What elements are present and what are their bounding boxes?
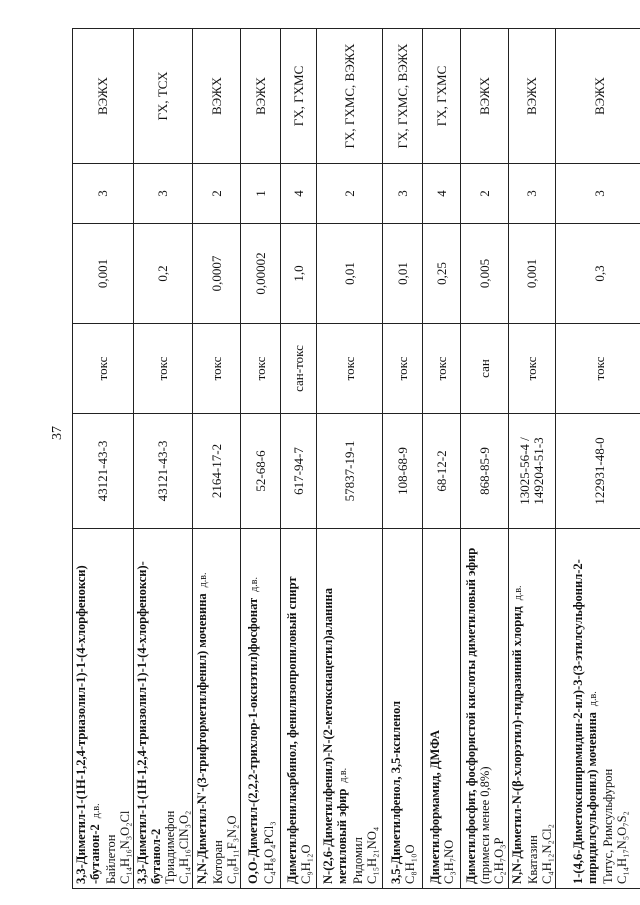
trade-name: Титус, Римсульфурон <box>600 768 615 884</box>
table-row <box>461 29 509 889</box>
analysis-method-cell: ГХ, ГХМС <box>423 29 461 164</box>
table-row <box>556 29 640 889</box>
hazard-indicator-cell: токс <box>134 324 193 414</box>
substance-name: 3,3-Диметил-1-(1Н-1,2,4-триазолил-1)-1-(4-хлорфенокси) -бутанон-2 <box>74 565 102 884</box>
hazard-class-cell: 2 <box>317 164 383 224</box>
trade-name: Триадимефон <box>163 810 177 884</box>
table-row <box>383 29 423 889</box>
substance-cell <box>281 529 317 889</box>
hazard-class-cell: 3 <box>556 164 640 224</box>
substance-name: 3,5-Диметилфенол, 3,5-ксиленол <box>388 700 403 884</box>
limit-value-cell: 0,001 <box>73 224 134 324</box>
analysis-method-cell: ВЭЖХ <box>461 29 509 164</box>
hazard-class-cell: 4 <box>423 164 461 224</box>
limit-value-cell: 0,0007 <box>193 224 241 324</box>
substance-name: N,N-Диметил-N-(β-хлорэтил)-гидразиний хлорид <box>510 606 524 884</box>
hazard-class-cell: 3 <box>134 164 193 224</box>
table-row <box>73 29 134 889</box>
hazard-indicator-cell: токс <box>383 324 423 414</box>
limit-value-cell: 0,01 <box>383 224 423 324</box>
analysis-method-cell: ВЭЖХ <box>73 29 134 164</box>
substances-table <box>72 28 640 889</box>
active-substance-mark: д.в. <box>197 572 209 588</box>
table-row <box>281 29 317 889</box>
table-row <box>241 29 281 889</box>
hazard-class-cell: 2 <box>461 164 509 224</box>
table-row <box>134 29 193 889</box>
substance-name: 3,3-Диметил-1-(1Н-1,2,4-триазолил-1)-1-(4-хлорфенокси)-бутанол-2 <box>135 561 163 884</box>
cas-number-cell: 868-85-9 <box>461 414 509 529</box>
chemical-formula: C₁₄H₁₇N₅O₇S₂ <box>614 811 629 884</box>
cas-number-cell: 57837-19-1 <box>317 414 383 529</box>
substance-name: O,O-Диметил-(2,2,2-трихлор-1-оксиэтил)фосфонат <box>245 597 260 884</box>
table-body <box>73 29 640 889</box>
limit-value-cell: 0,00002 <box>241 224 281 324</box>
limit-value-cell: 0,2 <box>134 224 193 324</box>
cas-number-cell: 43121-43-3 <box>134 414 193 529</box>
substance-cell <box>317 529 383 889</box>
cas-number-cell: 52-68-6 <box>241 414 281 529</box>
substance-cell <box>383 529 423 889</box>
trade-name: (примеси менее 0,8%) <box>477 766 492 884</box>
substance-cell <box>134 529 193 889</box>
table-row <box>193 29 241 889</box>
active-substance-mark: д.в. <box>587 691 599 707</box>
substance-name: Диметилфенилкарбинол, фенилизопропиловый спирт <box>284 576 299 884</box>
substance-name: N,N-Диметил-N'-(3-трифторметилфенил) мочевина <box>194 593 209 884</box>
limit-value-cell: 0,005 <box>461 224 509 324</box>
chemical-formula: C₉H₁₂O <box>298 844 313 884</box>
cas-number-cell: 108-68-9 <box>383 414 423 529</box>
substance-cell <box>423 529 461 889</box>
analysis-method-cell: ВЭЖХ <box>556 29 640 164</box>
analysis-method-cell: ГХ, ГХМС, ВЭЖХ <box>317 29 383 164</box>
cas-number-cell: 617-94-7 <box>281 414 317 529</box>
trade-name: Ридомил <box>350 837 365 884</box>
hazard-indicator-cell: токс <box>317 324 383 414</box>
substance-cell <box>73 529 134 889</box>
substance-name: 1-(4,6-Диметоксипиримидин-2-ил)-3-(3-этилсульфонил-2-пиридилсульфонил) мочевина <box>570 559 599 884</box>
page-number: 37 <box>50 426 65 440</box>
analysis-method-cell: ГХ, ТСХ <box>134 29 193 164</box>
analysis-method-cell: ГХ, ГХМС <box>281 29 317 164</box>
chemical-formula: C₃H₇NO <box>441 839 456 884</box>
active-substance-mark: д.в. <box>337 767 349 783</box>
hazard-indicator-cell: токс <box>509 324 556 414</box>
trade-name: Кватазин <box>526 835 540 884</box>
table-row <box>509 29 556 889</box>
active-substance-mark: д.в. <box>513 585 524 601</box>
limit-value-cell: 1,0 <box>281 224 317 324</box>
hazard-class-cell: 1 <box>241 164 281 224</box>
limit-value-cell: 0,01 <box>317 224 383 324</box>
substance-name: Диметилфосфит, фосфористой кислоты диметиловый эфир <box>463 547 478 884</box>
trade-name: Которан <box>210 840 225 884</box>
substance-cell <box>509 529 556 889</box>
hazard-class-cell: 3 <box>383 164 423 224</box>
analysis-method-cell: ВЭЖХ <box>509 29 556 164</box>
hazard-indicator-cell: токс <box>241 324 281 414</box>
hazard-class-cell: 2 <box>193 164 241 224</box>
limit-value-cell: 0,25 <box>423 224 461 324</box>
hazard-indicator-cell: сан <box>461 324 509 414</box>
hazard-indicator-cell: токс <box>423 324 461 414</box>
table-row <box>423 29 461 889</box>
hazard-class-cell: 4 <box>281 164 317 224</box>
cas-number-cell: 43121-43-3 <box>73 414 134 529</box>
active-substance-mark: д.в. <box>91 803 102 819</box>
chemical-formula: C₁₀H₁₁F₃N₂O <box>224 815 239 884</box>
substance-cell <box>461 529 509 889</box>
cas-number-cell: 122931-48-0 <box>556 414 640 529</box>
hazard-indicator-cell: токс <box>73 324 134 414</box>
trade-name: Байлетон <box>104 834 118 884</box>
chemical-formula: C₄H₈O₄PCl₃ <box>261 821 276 884</box>
analysis-method-cell: ВЭЖХ <box>241 29 281 164</box>
table-row <box>317 29 383 889</box>
limit-value-cell: 0,3 <box>556 224 640 324</box>
chemical-formula: C₁₅H₂₁NO₄ <box>364 826 379 884</box>
cas-number-cell: 68-12-2 <box>423 414 461 529</box>
chemical-formula: C₄H₁₂N₂Cl₂ <box>540 824 554 884</box>
limit-value-cell: 0,001 <box>509 224 556 324</box>
rotated-table-container <box>72 29 629 889</box>
cas-number-cell: 2164-17-2 <box>193 414 241 529</box>
cas-number-cell: 13025-56-4 / 149204-51-3 <box>509 414 556 529</box>
substance-cell <box>556 529 640 889</box>
active-substance-mark: д.в. <box>248 576 260 592</box>
hazard-class-cell: 3 <box>509 164 556 224</box>
substance-cell <box>193 529 241 889</box>
chemical-formula: C₂H₇O₃P <box>491 837 506 884</box>
chemical-formula: C₁₄H₁₆ClN₃O₂ <box>177 810 191 884</box>
substance-name: N-(2,6-Диметилфенил)-N-(2-метоксиацетил)аланина метиловый эфир <box>320 588 349 884</box>
analysis-method-cell: ГХ, ГХМС, ВЭЖХ <box>383 29 423 164</box>
chemical-formula: C₈H₁₀O <box>402 844 417 884</box>
hazard-indicator-cell: сан-токс <box>281 324 317 414</box>
hazard-indicator-cell: токс <box>193 324 241 414</box>
substance-cell <box>241 529 281 889</box>
hazard-indicator-cell: токс <box>556 324 640 414</box>
chemical-formula: C₁₄H₁₆N₃O₂Cl <box>118 810 132 884</box>
analysis-method-cell: ВЭЖХ <box>193 29 241 164</box>
substance-name: Диметилформамид, ДМФА <box>427 729 442 884</box>
hazard-class-cell: 3 <box>73 164 134 224</box>
